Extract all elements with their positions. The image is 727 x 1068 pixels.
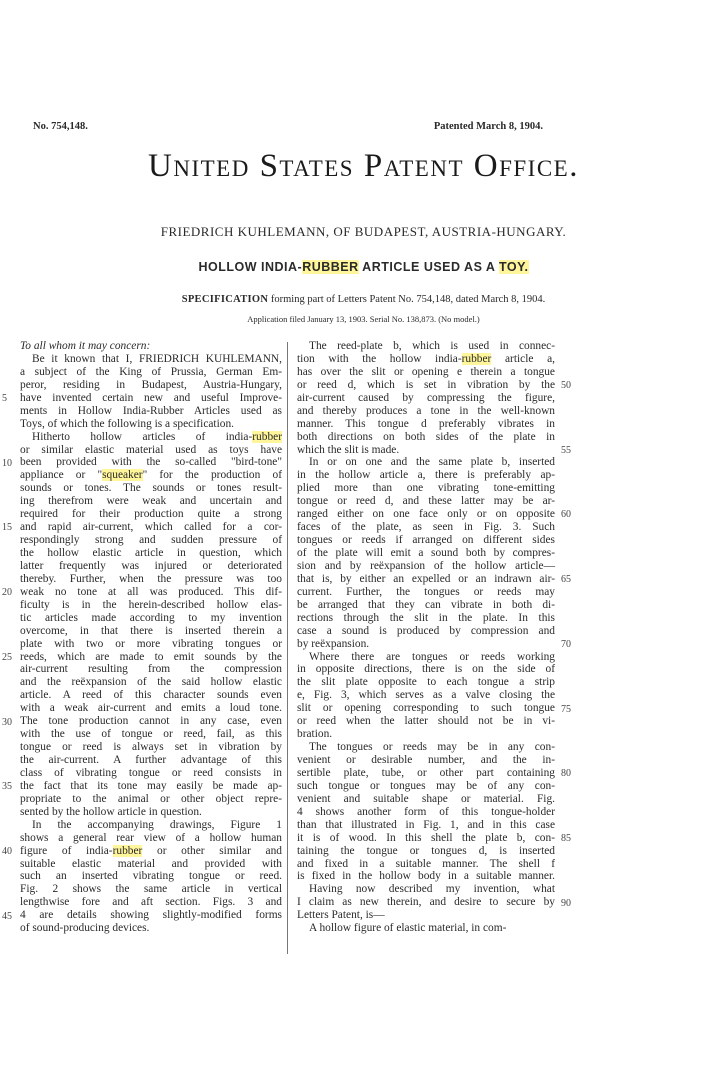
text-line: both directions on both sides of the plate in xyxy=(297,430,555,443)
line-number: 15 xyxy=(2,522,12,534)
text-line: suitable elastic material and provided with xyxy=(20,857,282,870)
application-line: Application filed January 13, 1903. Serial No. 138,873. (No model.) xyxy=(247,314,480,324)
office-heading: United States Patent Office. xyxy=(148,148,579,184)
line-number: 35 xyxy=(2,781,12,793)
highlight-rubber: rubber xyxy=(461,352,492,365)
text-line: propriate to the animal or other object repre- xyxy=(20,792,282,805)
line-number: 90 xyxy=(561,897,571,909)
text-line: has over the slit or opening e therein a tongue xyxy=(297,365,555,378)
text-line: been provided with the so-called "bird-tone" xyxy=(20,456,282,469)
text-line: Where there are tongues or reeds working xyxy=(309,650,555,663)
text-line: plate with two or more vibrating tongues or xyxy=(20,637,282,650)
text-line: such an inserted vibrating tongue or reed. xyxy=(20,870,282,883)
text-line: slit or opening corresponding to such tongue xyxy=(297,702,555,715)
text-line: Letters Patent, is— xyxy=(297,909,385,922)
text-line: sented by the hollow article in question. xyxy=(20,805,202,818)
text-line: or reed when the latter should not be in vi- xyxy=(297,715,555,728)
text-line: venient or desirable number, and the in- xyxy=(297,754,555,766)
text-line: To all whom it may concern: xyxy=(20,340,151,352)
text-line: plied more than one vibrating tone-emitting xyxy=(297,482,555,495)
column-divider xyxy=(287,342,288,954)
text-line: in opposite directions, there is on the side of xyxy=(297,663,555,676)
text-line: faces of the plate, as seen in Fig. 3. Such xyxy=(297,521,555,534)
highlight-squeaker: squeaker xyxy=(102,469,143,482)
title-part: ARTICLE USED AS A xyxy=(358,260,499,274)
text-line: In or on one and the same plate b, inserted xyxy=(309,456,555,469)
text-line: ficulty is in the herein-described hollow elas- xyxy=(20,598,282,611)
left-column xyxy=(20,340,282,935)
text-line: by reëxpansion. xyxy=(297,637,370,650)
text-line: sion and by reëxpansion of the hollow article— xyxy=(297,559,555,572)
text-line: it is of wood. In this shell the plate b, con- xyxy=(297,831,555,844)
line-number: 85 xyxy=(561,833,571,845)
text-line: venient and suitable shape or material. Fig. xyxy=(297,792,555,805)
text-line: tongues or reeds if arranged on different sides xyxy=(297,534,555,547)
text-line: that is, by either an expelled or an indrawn air- xyxy=(297,572,555,585)
text-line: article. A reed of this character sounds even xyxy=(20,689,282,702)
text-line: and fixed in a suitable manner. The shell f xyxy=(297,857,555,870)
text-line: the air-current. A further advantage of this xyxy=(20,754,282,766)
line-number: 50 xyxy=(561,379,571,391)
line-number: 25 xyxy=(2,651,12,663)
text-line: reeds, which are made to emit sounds by the xyxy=(20,650,282,663)
text-line: Hitherto hollow articles of india-rubber xyxy=(32,430,282,443)
text-line: with the use of tongue or reed, fail, as this xyxy=(20,728,282,741)
text-line: 4 shows another form of this tongue-holder xyxy=(297,805,555,818)
line-number: 65 xyxy=(561,574,571,586)
text-line: Be it known that I, FRIEDRICH KUHLEMANN, xyxy=(32,352,282,365)
text-line: class of vibrating tongue or reed consists in xyxy=(20,766,282,779)
text-line: and the reëxpansion of the said hollow elastic xyxy=(20,676,282,689)
line-number: 40 xyxy=(2,846,12,858)
text-line: the hollow elastic article in question, which xyxy=(20,547,282,559)
text-line: thereby. Further, when the pressure was too xyxy=(20,572,282,585)
text-line: ranged either on one face only or on opposite xyxy=(297,508,555,521)
text-line: peror, residing in Budapest, Austria-Hungary, xyxy=(20,378,282,391)
patent-title xyxy=(0,260,727,274)
text-line: overcome, in that there is inserted therein a xyxy=(20,624,282,637)
text-line: current. Further, the tongues or reeds may xyxy=(297,585,555,598)
text-line: of the plate will emit a sound both by compres- xyxy=(297,547,555,559)
title-highlight-toy: TOY. xyxy=(498,260,529,274)
text-line: be arranged that they can vibrate in both di- xyxy=(297,598,555,611)
text-line: tongue or reed is always set in vibration by xyxy=(20,741,282,754)
text-line: rections through the slit in the plate. In this xyxy=(297,611,555,624)
text-line: air-current caused by compressing the figure, xyxy=(297,391,555,404)
text-line: bration. xyxy=(297,728,333,741)
text-line: tic articles made according to my invention xyxy=(20,611,282,624)
text-line: in the hollow article a, there is preferably ap- xyxy=(297,469,555,482)
text-line: the fact that its tone may easily be made ap- xyxy=(20,779,282,792)
text-line: air-current resulting from the compression xyxy=(20,663,282,676)
line-number: 55 xyxy=(561,444,571,456)
line-number: 60 xyxy=(561,509,571,521)
text-line: or reed d, which is set in vibration by the xyxy=(297,378,555,391)
line-number: 30 xyxy=(2,716,12,728)
text-line: a subject of the King of Prussia, German Em- xyxy=(20,365,282,378)
right-column xyxy=(297,340,555,935)
text-line: case a sound is produced by compression and xyxy=(297,624,555,637)
text-line: with a weak air-current and emits a loud tone. xyxy=(20,702,282,715)
line-number: 70 xyxy=(561,638,571,650)
text-line: The reed-plate b, which is used in connec- xyxy=(309,340,555,352)
spec-label: SPECIFICATION xyxy=(181,294,269,305)
text-line: tion with the hollow india-rubber article a, xyxy=(297,352,555,365)
text-line: manner. This tongue d preferably vibrates in xyxy=(297,417,555,430)
text-line: respondingly strong and sudden pressure of xyxy=(20,534,282,547)
text-line: Fig. 2 shows the same article in vertical xyxy=(20,883,282,896)
line-number: 80 xyxy=(561,768,571,780)
highlight-rubber: rubber xyxy=(112,844,143,857)
spec-text: forming part of Letters Patent No. 754,148, dated March 8, 1904. xyxy=(268,294,546,305)
highlight-rubber: rubber xyxy=(252,430,282,443)
text-line: shows a general rear view of a hollow human xyxy=(20,831,282,844)
title-part: HOLLOW INDIA- xyxy=(198,260,303,274)
text-line: appliance or "squeaker" for the production of xyxy=(20,469,282,482)
patent-number: No. 754,148. xyxy=(33,121,88,132)
text-line: I claim as new therein, and desire to secure by xyxy=(297,896,555,909)
text-line: such tongue or tongues may be of any con- xyxy=(297,779,555,792)
text-line: latter frequently was injured or deteriorated xyxy=(20,559,282,572)
text-line: lengthwise fore and aft section. Figs. 3 and xyxy=(20,896,282,909)
text-line: and rapid air-current, which called for a cor- xyxy=(20,521,282,534)
text-line: have invented certain new and useful Improve- xyxy=(20,391,282,404)
text-line: and thereby produces a tone in the well-known xyxy=(297,404,555,417)
patent-date: Patented March 8, 1904. xyxy=(433,121,543,132)
text-line: required for their production quite a strong xyxy=(20,508,282,521)
line-number: 5 xyxy=(2,392,7,404)
text-line: sounds or tones. The sounds or tones result- xyxy=(20,482,282,495)
text-line: A hollow figure of elastic material, in com- xyxy=(309,922,507,935)
text-line: taining the tongue or tongues d, is inserted xyxy=(297,844,555,857)
text-line: e, Fig. 3, which serves as a valve closing the xyxy=(297,689,555,702)
text-line: weak no tone at all was produced. This dif- xyxy=(20,585,282,598)
text-line: ments in Hollow India-Rubber Articles used as xyxy=(20,404,282,417)
text-line: the slit plate opposite to each tongue a strip xyxy=(297,676,555,689)
text-line: sertible plate, tube, or other part containing xyxy=(297,766,555,779)
line-number: 45 xyxy=(2,910,12,922)
text-line: Having now described my invention, what xyxy=(309,883,555,896)
text-line: than that illustrated in Fig. 1, and in this case xyxy=(297,818,555,831)
specification-line xyxy=(0,294,727,305)
title-highlight-rubber: RUBBER xyxy=(302,260,359,274)
text-line: of sound-producing devices. xyxy=(20,922,150,935)
text-line: In the accompanying drawings, Figure 1 xyxy=(32,818,282,831)
line-number: 20 xyxy=(2,587,12,599)
text-line: 4 are details showing slightly-modified forms xyxy=(20,909,282,922)
text-line: or similar elastic material used as toys have xyxy=(20,443,282,456)
text-line: tongue or reed d, and these latter may be ar- xyxy=(297,495,555,508)
text-line: figure of india-rubber or other similar and xyxy=(20,844,283,857)
text-line: is fixed in the hollow body in a suitable manner. xyxy=(297,870,555,883)
line-number: 75 xyxy=(561,703,571,715)
text-line: The tongues or reeds may be in any con- xyxy=(309,741,555,754)
inventor-line: FRIEDRICH KUHLEMANN, OF BUDAPEST, AUSTRIA-HUNGARY. xyxy=(160,224,567,239)
text-line: which the slit is made. xyxy=(297,443,400,456)
text-line: ing therefrom were weak and uncertain and xyxy=(20,495,282,508)
text-line: The tone production cannot in any case, even xyxy=(20,715,282,728)
line-number: 10 xyxy=(2,457,12,469)
text-line: Toys, of which the following is a specification. xyxy=(20,417,234,430)
